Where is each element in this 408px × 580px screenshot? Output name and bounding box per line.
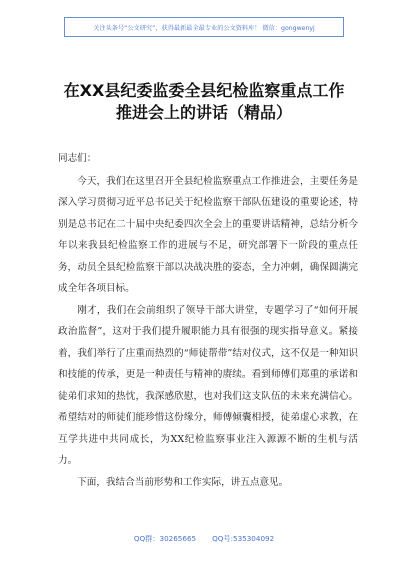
title-line-2: 推进会上的讲话（精品） — [115, 103, 292, 122]
header-banner-text: 关注头条号“公文研究”，获得最新最全最专业的公文资料库！ 微信：gongwenyj — [93, 24, 315, 32]
document-title — [40, 80, 368, 124]
title-line-1: 在XX县纪委监委全县纪检监察重点工作 — [63, 81, 345, 100]
paragraph-2: 刚才，我们在会前组织了领导干部大讲堂，专题学习了“如何开展政治监督”，这对于我们提升履职能力具有很强的现实指导意义。紧接着，我们举行了庄重而热烈的“师徒帮带”结对仪式，这不仅是一种知识和技能的传承，更是一种责任与精神的赓续。看到师傅们郑重的承诺和徒弟们求知的热忱，我深感欣慰，也对我们这支队伍的未来充满信心。希望结对的师徒们能珍惜这份缘分，师傅倾囊相授，徒弟虚心求教，在互学共进中共同成长，为XX纪检监察事业注入源源不断的生机与活力。 — [58, 304, 358, 466]
header-banner — [64, 17, 344, 37]
greeting: 同志们： — [58, 153, 97, 164]
footer-qq-group: QQ群：30265665 — [133, 534, 197, 543]
footer-contact — [0, 534, 408, 544]
document-body — [58, 148, 358, 493]
paragraph-3: 下面，我结合当前形势和工作实际，讲五点意见。 — [77, 476, 289, 488]
footer-qq-number: QQ号:535304092 — [212, 534, 275, 543]
paragraph-1: 今天，我们在这里召开全县纪检监察重点工作推进会，主要任务是深入学习贯彻习近平总书记关于纪检监察干部队伍建设的重要论述，特别是总书记在二十届中央纪委四次全会上的重要讲话精神，总结分析今年以来我县纪检监察工作的进展与不足，研究部署下一阶段的重点任务，动员全县纪检监察干部以决战决胜的姿态，全力冲刺，确保圆满完成全年各项目标。 — [58, 175, 358, 294]
